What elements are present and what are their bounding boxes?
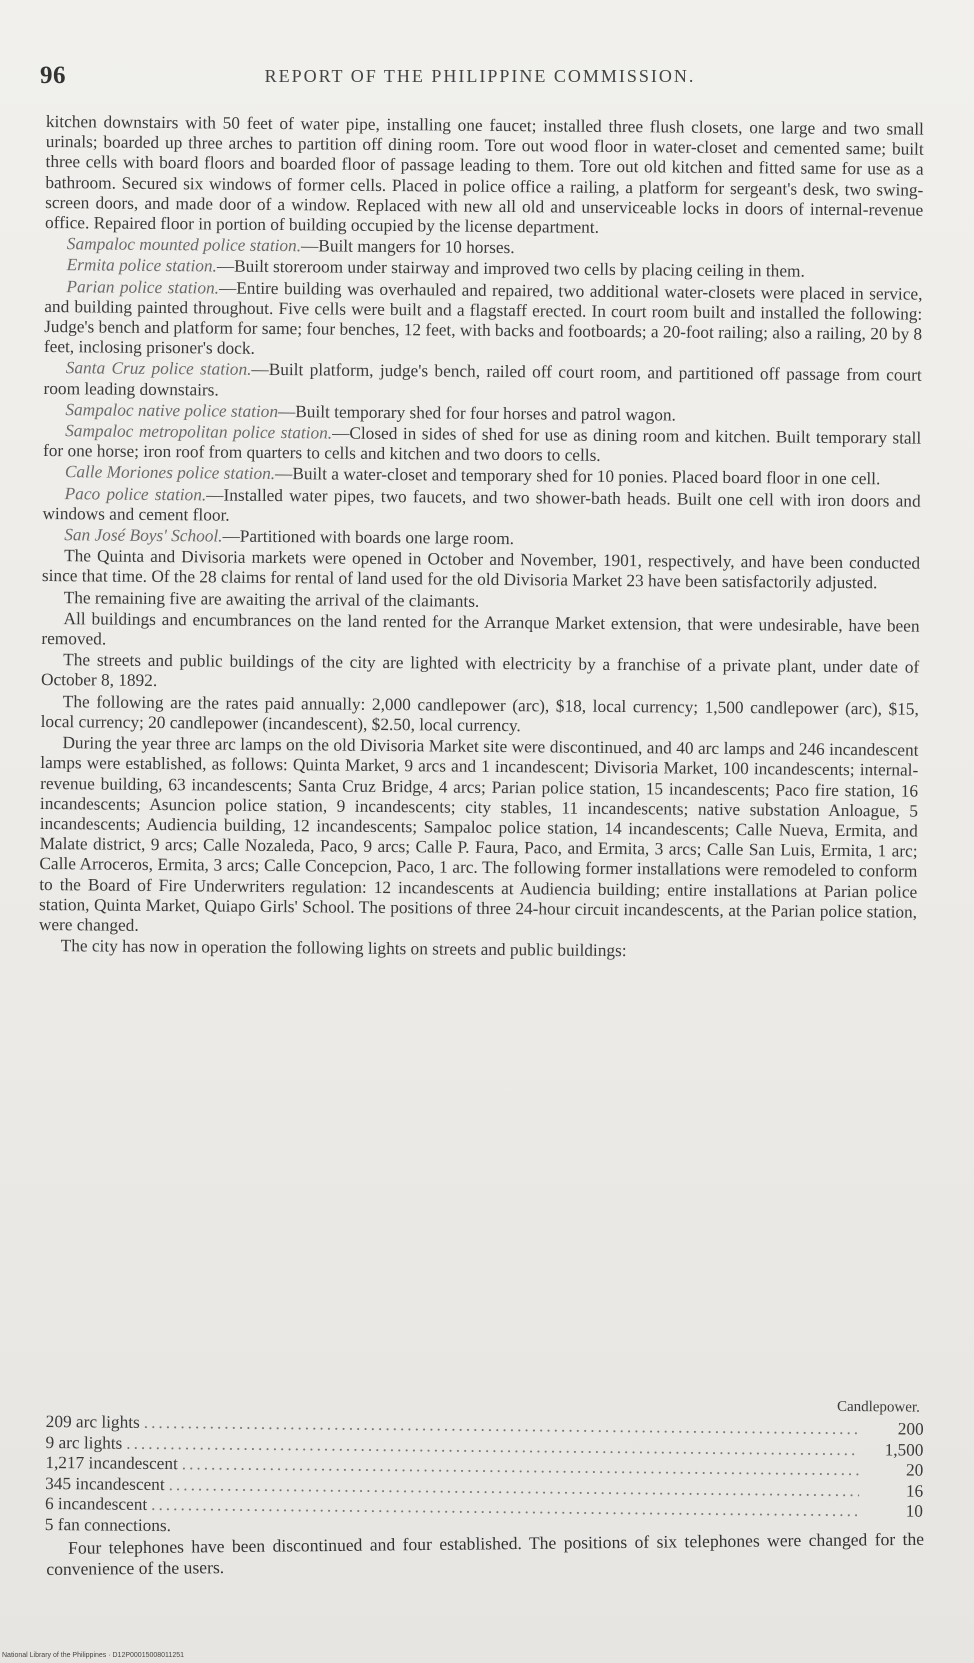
- page-header: [40, 62, 920, 92]
- light-type: 5 fan connections.: [44, 1514, 172, 1535]
- paragraph-text: The Quinta and Divisoria markets were opened in October and November, 1901, respectively, and have been conducted since that time. Of the 28 claims for rental of land used for the old Divisoria Market 23 have been satisfactorily adjusted.: [41, 546, 921, 593]
- candlepower-value: 200: [897, 1419, 924, 1439]
- candlepower-value: 20: [905, 1460, 924, 1480]
- paragraph-text: —Built temporary shed for four horses and patrol wagon.: [277, 401, 676, 425]
- candlepower-value: 1,500: [884, 1439, 924, 1460]
- paragraph: [42, 546, 920, 594]
- paragraph-lead: Santa Cruz police station.: [65, 358, 252, 380]
- paragraph-text: —Built a water-closet and temporary shed for 10 ponies. Placed board floor in one cell.: [275, 464, 881, 489]
- paragraph-lead: Ermita police station.: [66, 255, 217, 276]
- footer-credit: National Library of the Philippines · D12P00015008011251: [2, 1652, 184, 1659]
- paragraph-lead: San José Boys' School.: [64, 525, 223, 546]
- paragraph: [43, 358, 921, 406]
- paragraph-text: The following are the rates paid annually: 2,000 candlepower (arc), $18, local currency; 1,500 candlepower (arc), $15, local currency; 20 candlepower (incandescent), $2.50, local currency.: [40, 691, 919, 736]
- page-number: 96: [40, 62, 66, 89]
- light-type: 9 arc lights: [45, 1432, 123, 1453]
- paragraph-text: —Built storeroom under stairway and improved two cells by placing ceiling in them.: [216, 256, 805, 282]
- paragraph-lead: Calle Moriones police station.: [64, 462, 276, 484]
- paragraph-text: —Installed water pipes, two faucets, and two shower-bath heads. Built one cell with iron doors and windows and cement floor.: [42, 485, 921, 525]
- candlepower-value: 10: [905, 1501, 924, 1521]
- lights-table: [45, 1390, 924, 1543]
- body-text: [39, 112, 924, 965]
- paragraph: [44, 277, 923, 365]
- light-type: 345 incandescent: [45, 1473, 165, 1494]
- paragraph-text: —Built mangers for 10 horses.: [300, 236, 515, 258]
- paragraph: [41, 650, 919, 698]
- paragraph-lead: Sampaloc mounted police station.: [66, 234, 302, 256]
- candlepower-column-header: Candlepower.: [836, 1398, 920, 1416]
- paragraph-text: kitchen downstairs with 50 feet of water pipe, installing one faucet; installed three flush closets, one large and two small urinals; boarded up three arches to partition off dining room. Tore out wood floor in water-closet and cemented same; built three cells with board floors and boarded floor of passage leading to them. Tore out old kitchen and fitted same for use as a bathroom. Secured six windows of former cells. Placed in police office a railing, a platform for sergeant's desk, two swing-screen doors, and made door of a window. Replaced with new all old and unserviceable locks in doors of internal-revenue office. Repaired floor in portion of building occupied by the license department.: [44, 112, 924, 237]
- paragraph-text: —Entire building was overhauled and repaired, two additional water-closets were placed in service, and building painted throughout. Five cells were built and a flagstaff erected. In court room built and installed the following: Judge's bench and platform for same; four benches, 12 feet, with backs and footboards; a 20-foot railing; also a railing, 20 by 8 feet, inclosing prisoner's dock.: [43, 278, 923, 359]
- light-type: 1,217 incandescent: [45, 1452, 178, 1474]
- paragraph-text: The remaining five are awaiting the arrival of the claimants.: [63, 587, 480, 611]
- paragraph-text: —Closed in sides of shed for use as dining room and kitchen. Built temporary stall for one horse; iron roof from quarters to cells and kitchen and two doors to cells.: [42, 423, 922, 466]
- running-head: REPORT OF THE PHILIPPINE COMMISSION.: [264, 66, 696, 86]
- paragraph: [43, 421, 921, 469]
- paragraph-text: —Built platform, judge's bench, railed off court room, and partitioned off passage from court room leading downstairs.: [43, 360, 922, 400]
- paragraph: [45, 112, 924, 241]
- paragraph-lead: Paco police station.: [64, 483, 207, 505]
- paragraph-text: The streets and public buildings of the city are lighted with electricity by a franchise of a private plant, under date of October 8, 1892.: [40, 650, 920, 691]
- paragraph-lead: Sampaloc metropolitan police station.: [65, 421, 333, 443]
- paragraph: [41, 609, 919, 657]
- paragraph-text: —Partitioned with boards one large room.: [222, 526, 515, 549]
- paragraph: [41, 692, 919, 740]
- candlepower-value: 16: [905, 1481, 924, 1501]
- paragraph-lead: Sampaloc native police station: [65, 400, 279, 421]
- paragraph-text: During the year three arc lamps on the old Divisoria Market site were discontinued, and 40 arc lamps and 246 incandescent lamps were established, as follows: Quinta Market, 9 arcs and 1 incandescent; Divisoria Market, 100 incandescents; internal-revenue building, 63 incandescents; Santa Cruz Bridge, 4 arcs; Parian police station, 15 incandescents; Paco fire station, 16 incandescents; Asuncion police station, 9 incandescents; city stables, 11 incandescents; native substation Anloague, 5 incandescents; Audiencia building, 12 incandescents; Sampaloc police station, 14 incandescents; Calle Nueva, Ermita, and Malate district, 9 arcs; Calle Nozaleda, Paco, 9 arcs; Calle P. Faura, Paco, and Ermita, 3 arcs; Calle San Luis, Ermita, 1 arc; Calle Arroceros, Ermita, 3 arcs; Calle Concepcion, Paco, 1 arc. The following former installations were remodeled to conform to the Board of Fire Underwriters regulation: 12 incandescents at Audiencia building; entire installations at Parian police station, Quinta Market, Quiapo Girls' School. The positions of three 24-hour circuit incandescents, at the Parian police station, were changed.: [38, 733, 919, 935]
- paragraph: [42, 484, 920, 532]
- paragraph-text: The city has now in operation the following lights on streets and public buildings:: [60, 936, 627, 961]
- light-type: 209 arc lights: [45, 1411, 140, 1432]
- paragraph-lead: Parian police station.: [66, 276, 220, 298]
- light-type: 6 incandescent: [44, 1493, 148, 1514]
- closing-paragraph: Four telephones have been discontinued and four established. The positions of six telephones were changed for the convenience of the users.: [46, 1528, 925, 1579]
- paragraph: [39, 733, 919, 943]
- paragraph-text: All buildings and encumbrances on the land rented for the Arranque Market extension, that were undesirable, have been removed.: [41, 609, 920, 649]
